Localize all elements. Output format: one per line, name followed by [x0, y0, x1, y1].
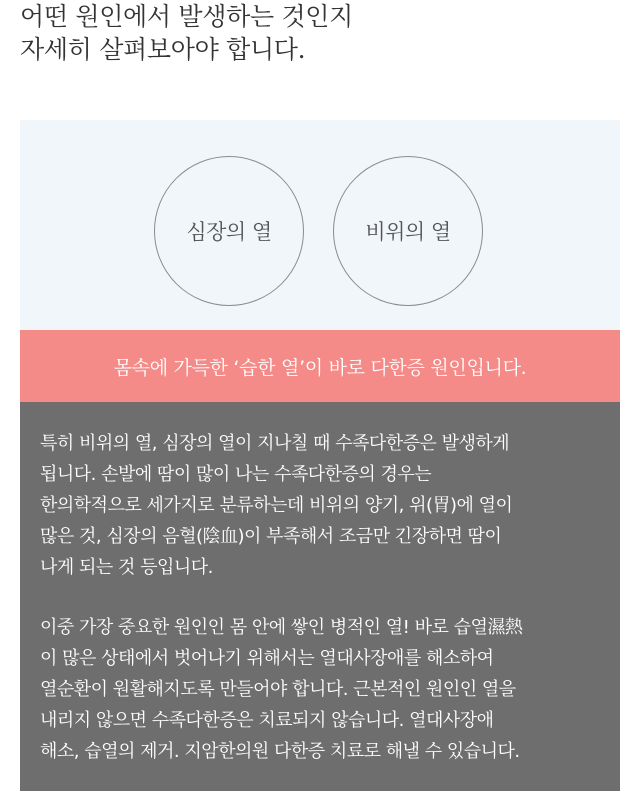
- paragraph-line: 해소, 습열의 제거. 지암한의원 다한증 치료로 해낼 수 있습니다.: [40, 741, 520, 762]
- cause-circle-heart-heat: 심장의 열: [154, 156, 304, 306]
- paragraph-line: 이 많은 상태에서 벗어나기 위해서는 열대사장애를 해소하여: [40, 648, 494, 669]
- intro-line: 자세히 살펴보아야 합니다.: [20, 35, 306, 64]
- intro-heading: [20, 0, 620, 66]
- paragraph-line: 나게 되는 것 등입니다.: [40, 557, 213, 578]
- explanation-paragraph: [40, 428, 610, 583]
- paragraph-line: 특히 비위의 열, 심장의 열이 지나칠 때 수족다한증은 발생하게: [40, 433, 510, 454]
- causes-panel: [20, 120, 620, 330]
- paragraph-line: 됩니다. 손발에 땀이 많이 나는 수족다한증의 경우는: [40, 464, 432, 485]
- explanation-paragraph: [40, 612, 610, 767]
- paragraph-line: 한의학적으로 세가지로 분류하는데 비위의 양기, 위(胃)에 열이: [40, 495, 513, 516]
- paragraph-line: 내리지 않으면 수족다한증은 치료되지 않습니다. 열대사장애: [40, 710, 494, 731]
- cause-banner: [20, 330, 620, 402]
- cause-banner-text: 몸속에 가득한 ‘습한 열’이 바로 다한증 원인입니다.: [113, 356, 527, 379]
- cause-circle-spleen-stomach-heat: 비위의 열: [333, 156, 483, 306]
- intro-line: 어떤 원인에서 발생하는 것인지: [20, 2, 353, 31]
- paragraph-line: 많은 것, 심장의 음혈(陰血)이 부족해서 조금만 긴장하면 땀이: [40, 526, 502, 547]
- paragraph-line: 열순환이 원활해지도록 만들어야 합니다. 근본적인 원인인 열을: [40, 679, 516, 700]
- explanation-box: [20, 402, 620, 791]
- paragraph-line: 이중 가장 중요한 원인인 몸 안에 쌓인 병적인 열! 바로 습열濕熱: [40, 617, 523, 638]
